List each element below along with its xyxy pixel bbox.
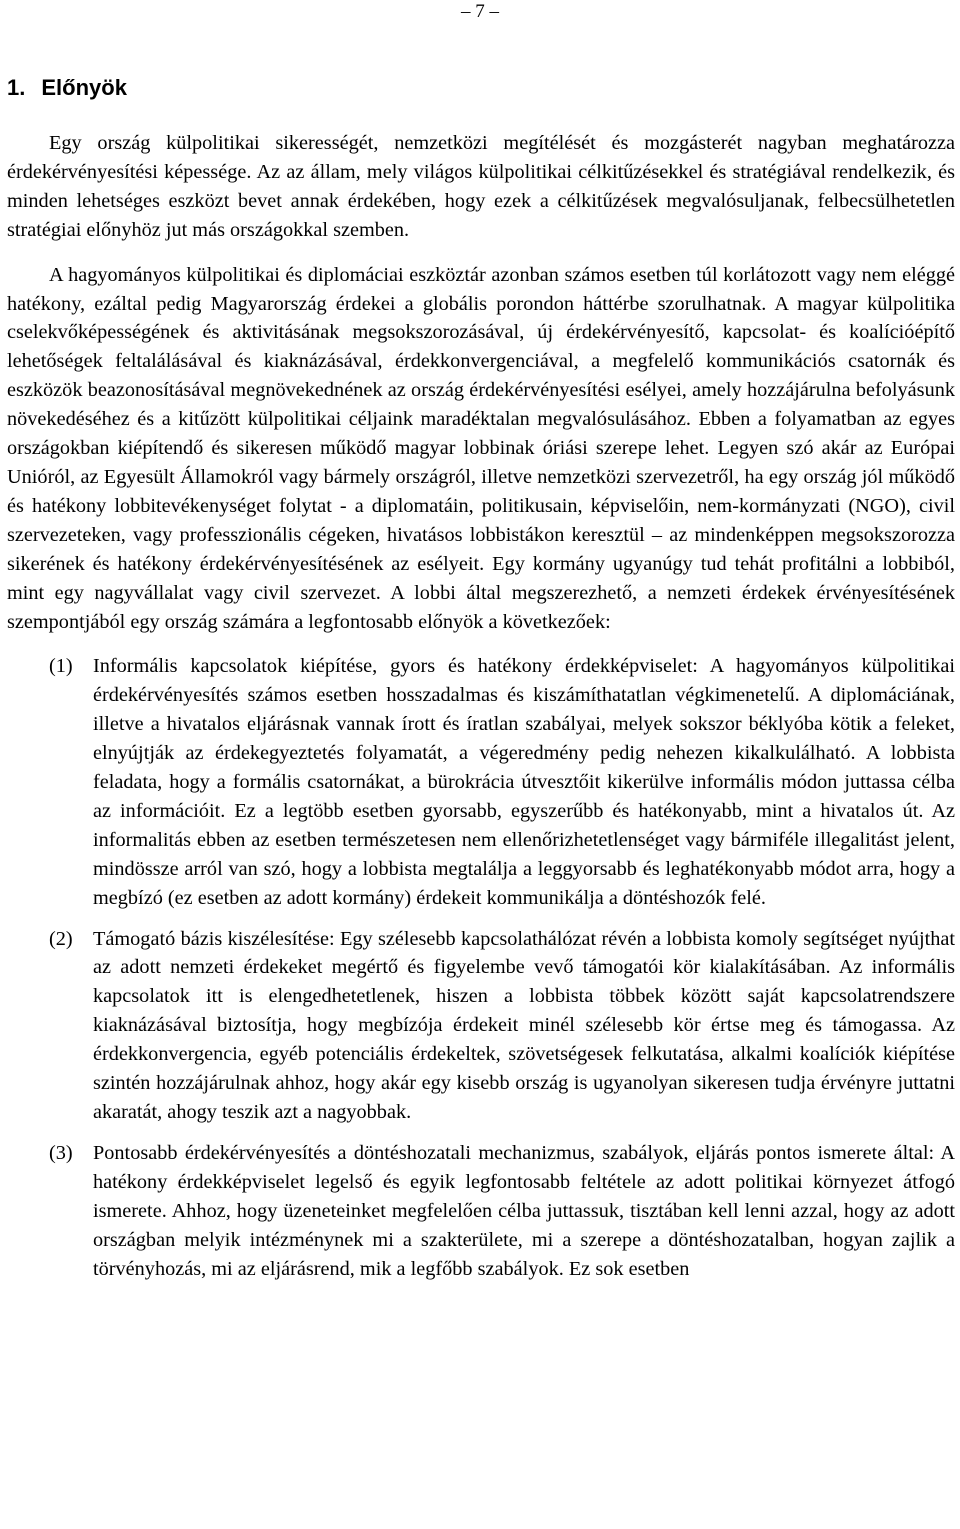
list-item-marker: (3): [49, 1141, 73, 1164]
section-title: Előnyök: [41, 75, 127, 100]
paragraph-main: A hagyományos külpolitikai és diplomáciai eszköztár azonban számos esetben túl korlátozott vagy nem eléggé hatékony, ezáltal pedig Magyarország érdekei a globális porondon háttérbe szorulhatnak. A magyar külpolitika cselekvőképességének és aktivitásának megsokszorozásával, új érdekérvényesítő, kapcsolat- és koalícióépítő lehetőségek feltalálásával és kiaknázásával, érdekkonvergenciával, a megfelelő kommunikációs csatornák és eszközök beazonosításával megnövekednének az ország érdekérvényesítési esélyei, amely hozzájárulna befolyásunk növekedéséhez és a kitűzött külpolitikai céljaink maradéktalan megvalósulásához. Ebben a folyamatban az egyes országokban kiépítendő és sikeresen működő magyar lobbinak óriási szerepe lehet. Legyen szó akár az Európai Unióról, az Egyesült Államokról vagy bármely országról, illetve nemzetközi szervezetről, ha egy ország jól működő és hatékony lobbitevékenységet folytat - a diplomatáin, politikusain, képviselőin, nem-kormányzati (NGO), civil szervezeteken, vagy professzionális cégeken, hivatásos lobbistákon keresztül – az mindenképpen megsokszorozza sikerének és hatékony érdekérvényesítésének az esélyeit. Egy kormány ugyanúgy tud tehát profitálni a lobbiból, mint egy nagyvállalat vagy civil szervezet. A lobbi által megszerezhető, a nemzeti érdekek érvényesítésének szempontjából egy ország számára a legfontosabb előnyök a következőek:: [7, 263, 955, 633]
list-item: [7, 652, 955, 912]
list-item-text: Pontosabb érdekérvényesítés a döntéshozatali mechanizmus, szabályok, eljárás pontos ismerete által: A hatékony érdekképviselet legelső és egyik legfontosabb feltétele az adott politikai környezet átfogó ismerete. Ahhoz, hogy üzeneteinket megfelelően célba juttassuk, tisztában kell lenni azzal, hogy az adott országban melyik intézménynek mi a szakterülete, mi a szerepe a döntéshozatalban, hogyan zajlik a törvényhozás, mi az eljárásrend, mik a legfőbb szabályok. Ez sok esetben: [93, 1141, 955, 1280]
list-item-text: Támogató bázis kiszélesítése: Egy szélesebb kapcsolathálózat révén a lobbista komoly segítséget nyújthat az adott nemzeti érdekeket megértő és figyelembe vevő támogatói kör kialakításában. Az informális kapcsolatok itt is elengedhetetlenek, hiszen a lobbista többek között saját kapcsolatrendszere kiaknázásával biztosítja, hogy megbízója érdekeit minél szélesebb kör értse meg és támogassa. Az érdekkonvergencia, egyéb potenciális érdekeltek, szövetségesek felkutatása, alkalmi koalíciók kiépítése szintén hozzájárulnak ahhoz, hogy akár egy kisebb ország is ugyanolyan sikeresen tudja érvényre juttatni akaratát, ahogy teszik azt a nagyobbak.: [93, 927, 955, 1123]
list-item-text: Informális kapcsolatok kiépítése, gyors és hatékony érdekképviselet: A hagyományos külpolitikai érdekérvényesítés számos esetben hosszadalmas és kiszámíthatatlan végkimenetelű. A diplomáciának, illetve a hivatalos eljárásnak vannak írott és íratlan szabályai, melyek sokszor béklyóba kötik a feleket, elnyújtják az érdekegyeztetés folyamatát, a végeredmény pedig nehezen kikalkulálható. A lobbista feladata, hogy a formális csatornákat, a bürokrácia útvesztőit kikerülve informális módon juttassa célba az információit. Ez a legtöbb esetben gyorsabb, egyszerűbb és hatékonyabb, mint a hivatalos út. Az informalitás ebben az esetben természetesen nem ellenőrizhetetlenséget vagy bármiféle illegalitást jelent, mindössze arról van szó, hogy a lobbista megtalálja a leggyorsabb és leghatékonyabb módot arra, hogy a megbízó (ez esetben az adott kormány) érdekeit kommunikálja a döntéshozók felé.: [93, 655, 955, 909]
list-item: [7, 925, 955, 1127]
list-item-marker: (1): [49, 655, 73, 678]
document-body: [7, 70, 955, 1295]
section-heading: [7, 70, 955, 106]
section-number: 1.: [7, 75, 26, 100]
advantages-list: [7, 652, 955, 1283]
list-item-marker: (2): [49, 927, 73, 950]
list-item: [7, 1139, 955, 1284]
paragraph-intro: Egy ország külpolitikai sikerességét, nemzetközi megítélését és mozgásterét nagyban meghatározza érdekérvényesítési képessége. Az az állam, mely világos külpolitikai célkitűzésekkel és stratégiával rendelkezik, és minden lehetséges eszközt bevet annak érdekében, hogy ezek a célkitűzések megvalósuljanak, felbecsülhetetlen stratégiai előnyhöz jut más országokkal szemben.: [7, 132, 955, 241]
page-number: – 7 –: [461, 1, 499, 22]
